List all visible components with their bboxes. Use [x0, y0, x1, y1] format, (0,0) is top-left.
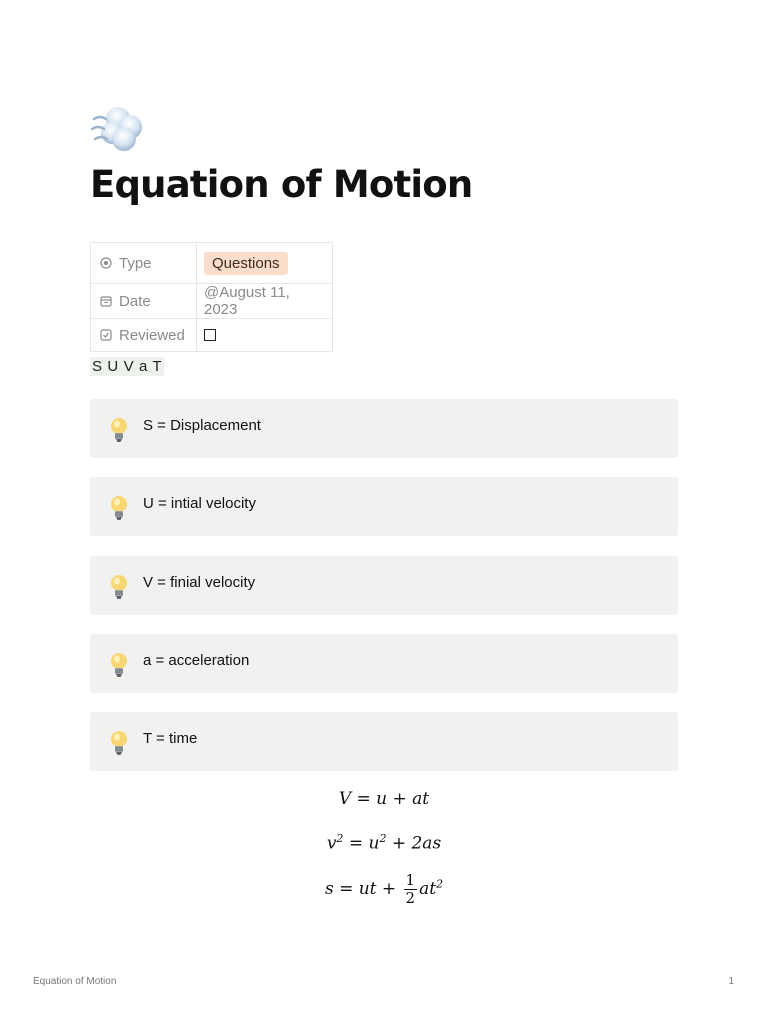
property-value [197, 319, 333, 352]
callout-text: U = intial velocity [143, 495, 256, 512]
callout-text: V = finial velocity [143, 574, 256, 591]
equation-part: + 2as [386, 833, 442, 854]
highlighted-text: S U V a T [92, 358, 163, 375]
property-row-type [91, 243, 333, 284]
callout [90, 556, 678, 615]
equation-text: V = u + at [338, 789, 430, 809]
property-key[interactable] [91, 284, 197, 319]
callout-text: a = acceleration [143, 652, 250, 669]
calendar-icon [100, 294, 112, 306]
fraction [404, 872, 418, 907]
lightbulb-icon[interactable] [109, 730, 129, 758]
fraction-numerator: 1 [405, 871, 416, 889]
status-circle-icon [100, 256, 112, 268]
reviewed-checkbox[interactable] [204, 329, 216, 341]
equation-part: = u [343, 833, 380, 854]
property-value[interactable] [197, 284, 333, 319]
equation-3 [0, 872, 768, 907]
equation-part: s = ut + [324, 879, 402, 899]
type-tag[interactable]: Questions [204, 252, 288, 275]
property-key[interactable] [91, 243, 197, 284]
equation-2 [0, 832, 768, 854]
equation-exponent: 2 [436, 877, 444, 891]
callout [90, 634, 678, 693]
property-label: Date [119, 292, 151, 310]
footer-title: Equation of Motion [33, 976, 117, 987]
properties-table [90, 242, 333, 352]
equation-part: at [419, 879, 437, 899]
lightbulb-icon[interactable] [109, 417, 129, 445]
page-number: 1 [728, 976, 734, 987]
callout [90, 477, 678, 536]
property-row-date [91, 284, 333, 319]
lightbulb-icon[interactable] [109, 652, 129, 680]
callout [90, 712, 678, 771]
property-label: Reviewed [119, 326, 185, 344]
page-title: Equation of Motion [90, 163, 473, 206]
fraction-denominator: 2 [405, 889, 416, 907]
equation-exponent: 2 [336, 832, 344, 845]
equation-part: v [326, 833, 337, 854]
dashing-away-icon[interactable] [90, 103, 146, 155]
property-label: Type [119, 254, 152, 272]
callout [90, 399, 678, 458]
lightbulb-icon[interactable] [109, 574, 129, 602]
property-row-reviewed [91, 319, 333, 352]
equation-1 [0, 789, 768, 809]
date-value[interactable]: @August 11, 2023 [204, 284, 290, 318]
equation-exponent: 2 [379, 832, 387, 845]
property-value[interactable] [197, 243, 333, 284]
callout-text: T = time [143, 730, 198, 747]
checkbox-property-icon [100, 328, 112, 340]
callout-text: S = Displacement [143, 417, 261, 434]
lightbulb-icon[interactable] [109, 495, 129, 523]
property-key[interactable] [91, 319, 197, 352]
